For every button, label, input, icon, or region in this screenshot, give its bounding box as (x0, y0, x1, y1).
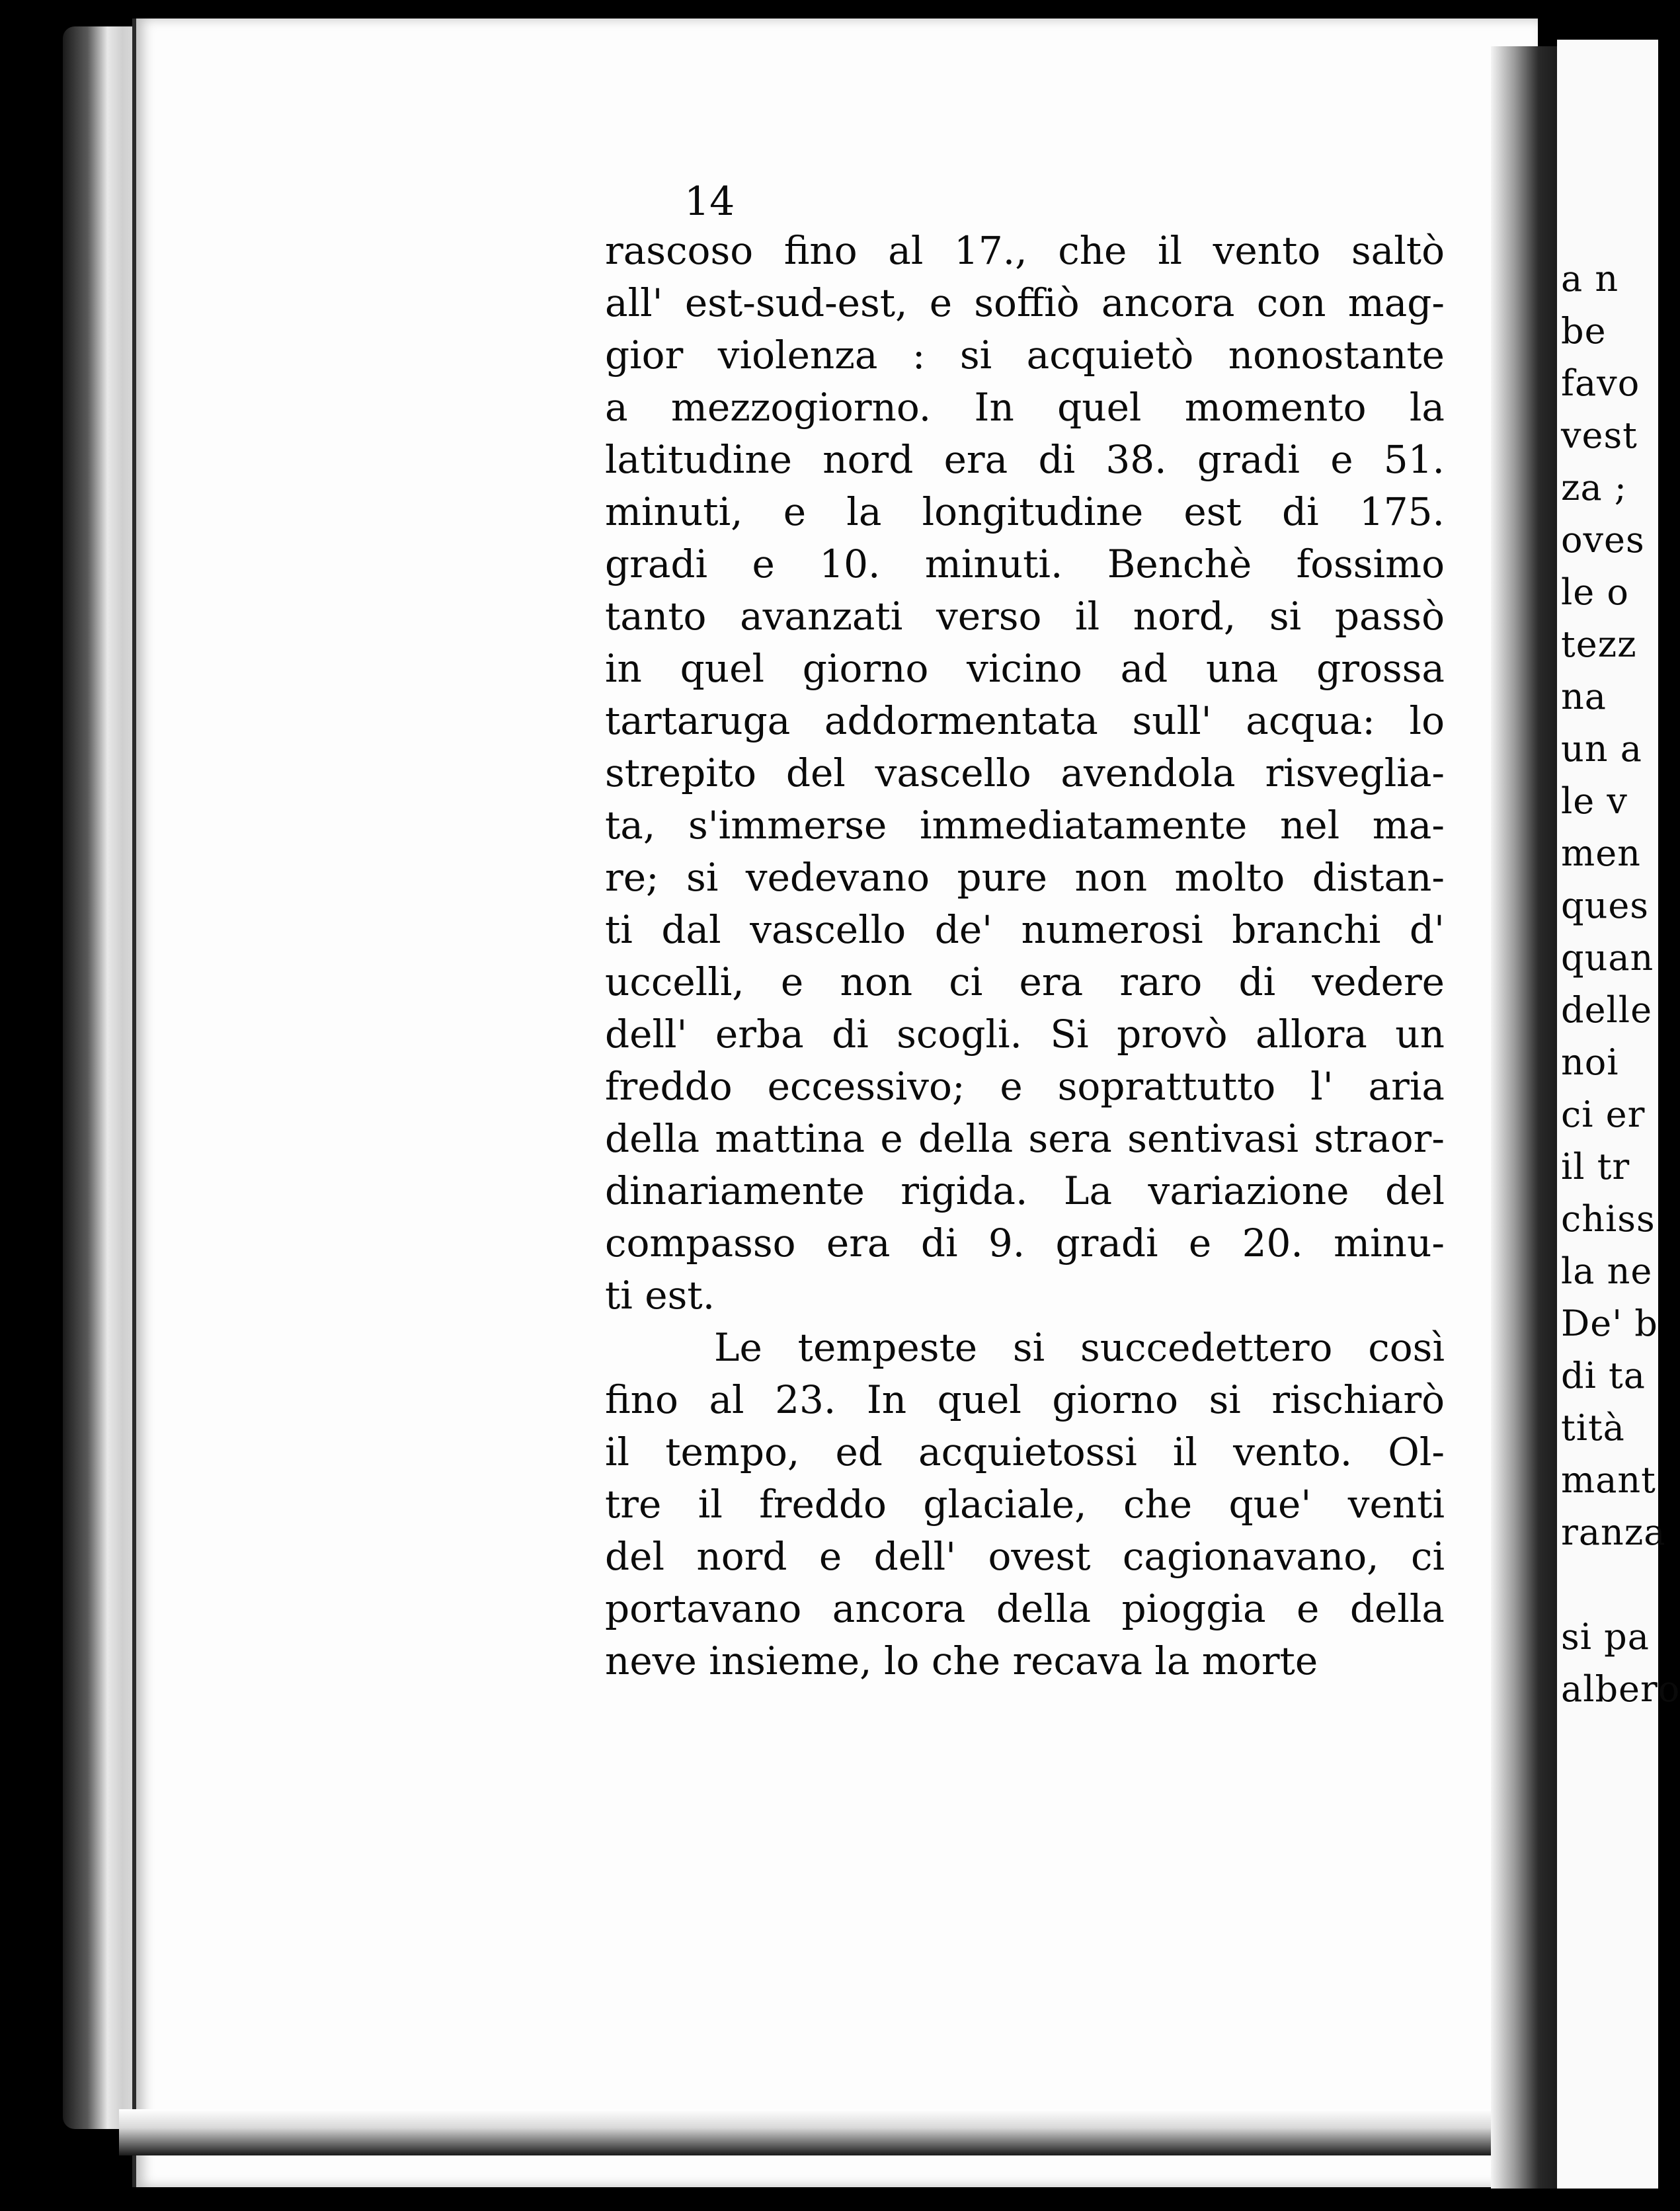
text-line: compasso era di 9. gradi e 20. minu- (605, 1221, 1445, 1266)
text-line: tre il freddo glaciale, che que' venti (605, 1482, 1445, 1527)
text-line: portavano ancora della pioggia e della (605, 1586, 1445, 1631)
facing-page-line: tità (1561, 1407, 1625, 1449)
facing-page-line: ci er (1561, 1094, 1646, 1135)
text-line: del nord e dell' ovest cagionavano, ci (605, 1534, 1445, 1579)
text-line: il tempo, ed acquietossi il vento. Ol- (605, 1429, 1445, 1474)
text-line: dell' erba di scogli. Si provò allora un (605, 1012, 1445, 1057)
facing-page-line: un a (1561, 728, 1642, 770)
facing-page-line: ques (1561, 885, 1650, 926)
text-line: re; si vedevano pure non molto distan- (605, 855, 1445, 900)
page-number: 14 (684, 179, 735, 225)
facing-page-line: il tr (1561, 1146, 1630, 1187)
text-line: ta, s'immerse immediatamente nel ma- (605, 803, 1445, 848)
text-line: minuti, e la longitudine est di 175. (605, 489, 1445, 534)
text-line: latitudine nord era di 38. gradi e 51. (605, 437, 1445, 482)
text-line: freddo eccessivo; e soprattutto l' aria (605, 1064, 1445, 1109)
text-line: all' est-sud-est, e soffiò ancora con mag- (605, 280, 1445, 325)
facing-page-line: mant (1561, 1459, 1656, 1501)
facing-page-line: noi (1561, 1041, 1619, 1083)
facing-page-line: na (1561, 676, 1607, 717)
facing-page-line: le o (1561, 571, 1629, 613)
text-line: ti dal vascello de' numerosi branchi d' (605, 907, 1445, 952)
facing-page-line: De' b (1561, 1303, 1658, 1344)
facing-page-line: men (1561, 832, 1641, 874)
facing-page-line: za ; (1561, 467, 1628, 508)
facing-page-line: si pa (1561, 1616, 1650, 1658)
facing-page-line: quan (1561, 937, 1654, 979)
text-line: Le tempeste si succedettero così (714, 1325, 1445, 1370)
facing-page-line: ranza (1561, 1511, 1666, 1553)
text-line: uccelli, e non ci era raro di vedere (605, 959, 1445, 1004)
facing-page-line: a n (1561, 258, 1619, 300)
text-line: gior violenza : si acquietò nonostante (605, 333, 1445, 378)
facing-page-fragment (1557, 40, 1680, 2189)
facing-page-line: di ta (1561, 1355, 1646, 1396)
text-line: neve insieme, lo che recava la morte (605, 1638, 1318, 1683)
page-bottom-edge (119, 2109, 1534, 2155)
facing-page-line: be (1561, 310, 1607, 352)
facing-page-line: oves (1561, 519, 1645, 561)
facing-page-line: delle (1561, 989, 1653, 1031)
text-line: dinariamente rigida. La variazione del (605, 1168, 1445, 1213)
text-line: ti est. (605, 1273, 715, 1318)
facing-page-line: vest (1561, 415, 1638, 456)
facing-page-line: albero (1561, 1668, 1680, 1710)
facing-page-line: tezz (1561, 623, 1637, 665)
text-line: a mezzogiorno. In quel momento la (605, 385, 1445, 430)
text-line: gradi e 10. minuti. Benchè fossimo (605, 542, 1445, 586)
facing-page-line: favo (1561, 362, 1640, 404)
facing-page-line: le v (1561, 780, 1628, 822)
text-line: strepito del vascello avendola risveglia- (605, 750, 1445, 795)
text-line: tartaruga addormentata sull' acqua: lo (605, 698, 1445, 743)
body-text (605, 225, 1445, 1687)
text-line: tanto avanzati verso il nord, si passò (605, 594, 1445, 639)
text-line: in quel giorno vicino ad una grossa (605, 646, 1445, 691)
facing-page-line: chiss (1561, 1198, 1656, 1240)
facing-page-line: la ne (1561, 1250, 1653, 1292)
text-line: della mattina e della sera sentivasi straor- (605, 1116, 1445, 1161)
text-line: fino al 23. In quel giorno si rischiarò (605, 1377, 1445, 1422)
text-line: rascoso fino al 17., che il vento saltò (605, 228, 1445, 273)
